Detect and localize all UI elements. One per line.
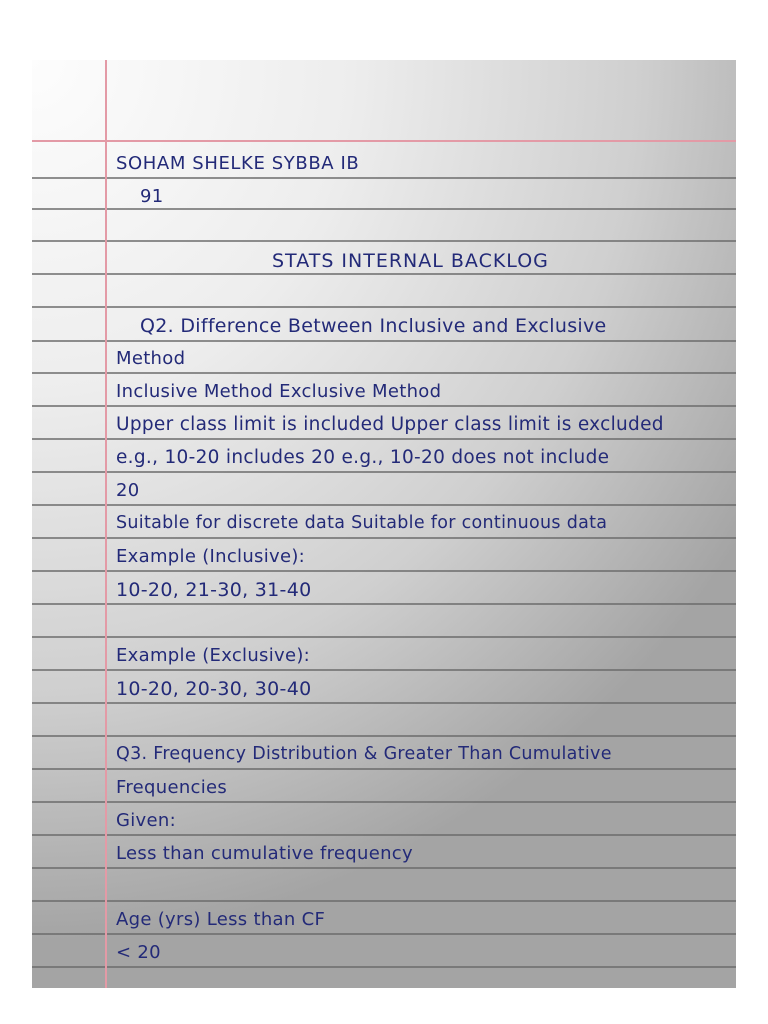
q2-row-example: e.g., 10-20 includes 20 e.g., 10-20 does not include (116, 447, 610, 468)
ruled-line (32, 340, 736, 342)
q2-heading: Q2. Difference Between Inclusive and Exclusive (140, 315, 607, 337)
ruled-line (32, 867, 736, 869)
ruled-line (32, 603, 736, 605)
ruled-line (32, 900, 736, 902)
ruled-line (32, 636, 736, 638)
q3-heading-continued: Frequencies (116, 777, 228, 798)
table-header: Age (yrs) Less than CF (116, 909, 326, 930)
ruled-line (32, 504, 736, 506)
ruled-line (32, 570, 736, 572)
ruled-line (32, 372, 736, 374)
header-rule (32, 140, 736, 142)
ruled-line (32, 537, 736, 539)
roll-number: 91 (140, 186, 164, 207)
example-exclusive-values: 10-20, 20-30, 30-40 (116, 678, 312, 700)
example-inclusive-label: Example (Inclusive): (116, 546, 306, 567)
q2-heading-continued: Method (116, 348, 186, 369)
ruled-line (32, 405, 736, 407)
ruled-line (32, 273, 736, 275)
student-name-line: SOHAM SHELKE SYBBA IB (116, 153, 360, 174)
ruled-line (32, 177, 736, 179)
ruled-line (32, 438, 736, 440)
ruled-line (32, 471, 736, 473)
given-text: Less than cumulative frequency (116, 843, 413, 864)
margin-line (105, 60, 107, 988)
ruled-line (32, 669, 736, 671)
ruled-line (32, 933, 736, 935)
notebook-page (32, 60, 736, 988)
ruled-line (32, 240, 736, 242)
ruled-line (32, 306, 736, 308)
example-exclusive-label: Example (Exclusive): (116, 645, 311, 666)
ruled-line (32, 735, 736, 737)
page-title: STATS INTERNAL BACKLOG (272, 250, 549, 272)
q3-heading: Q3. Frequency Distribution & Greater Than Cumulative (116, 744, 612, 764)
ruled-line (32, 966, 736, 968)
ruled-line (32, 834, 736, 836)
example-inclusive-values: 10-20, 21-30, 31-40 (116, 579, 312, 601)
q2-row-upper-limit: Upper class limit is included Upper class limit is excluded (116, 414, 664, 435)
q2-row-suitability: Suitable for discrete data Suitable for continuous data (116, 513, 608, 533)
q2-row-example-continued: 20 (116, 480, 140, 501)
q2-columns: Inclusive Method Exclusive Method (116, 381, 442, 402)
ruled-line (32, 801, 736, 803)
given-label: Given: (116, 810, 176, 831)
table-first-row: < 20 (116, 942, 161, 963)
ruled-line (32, 768, 736, 770)
ruled-line (32, 208, 736, 210)
ruled-line (32, 702, 736, 704)
